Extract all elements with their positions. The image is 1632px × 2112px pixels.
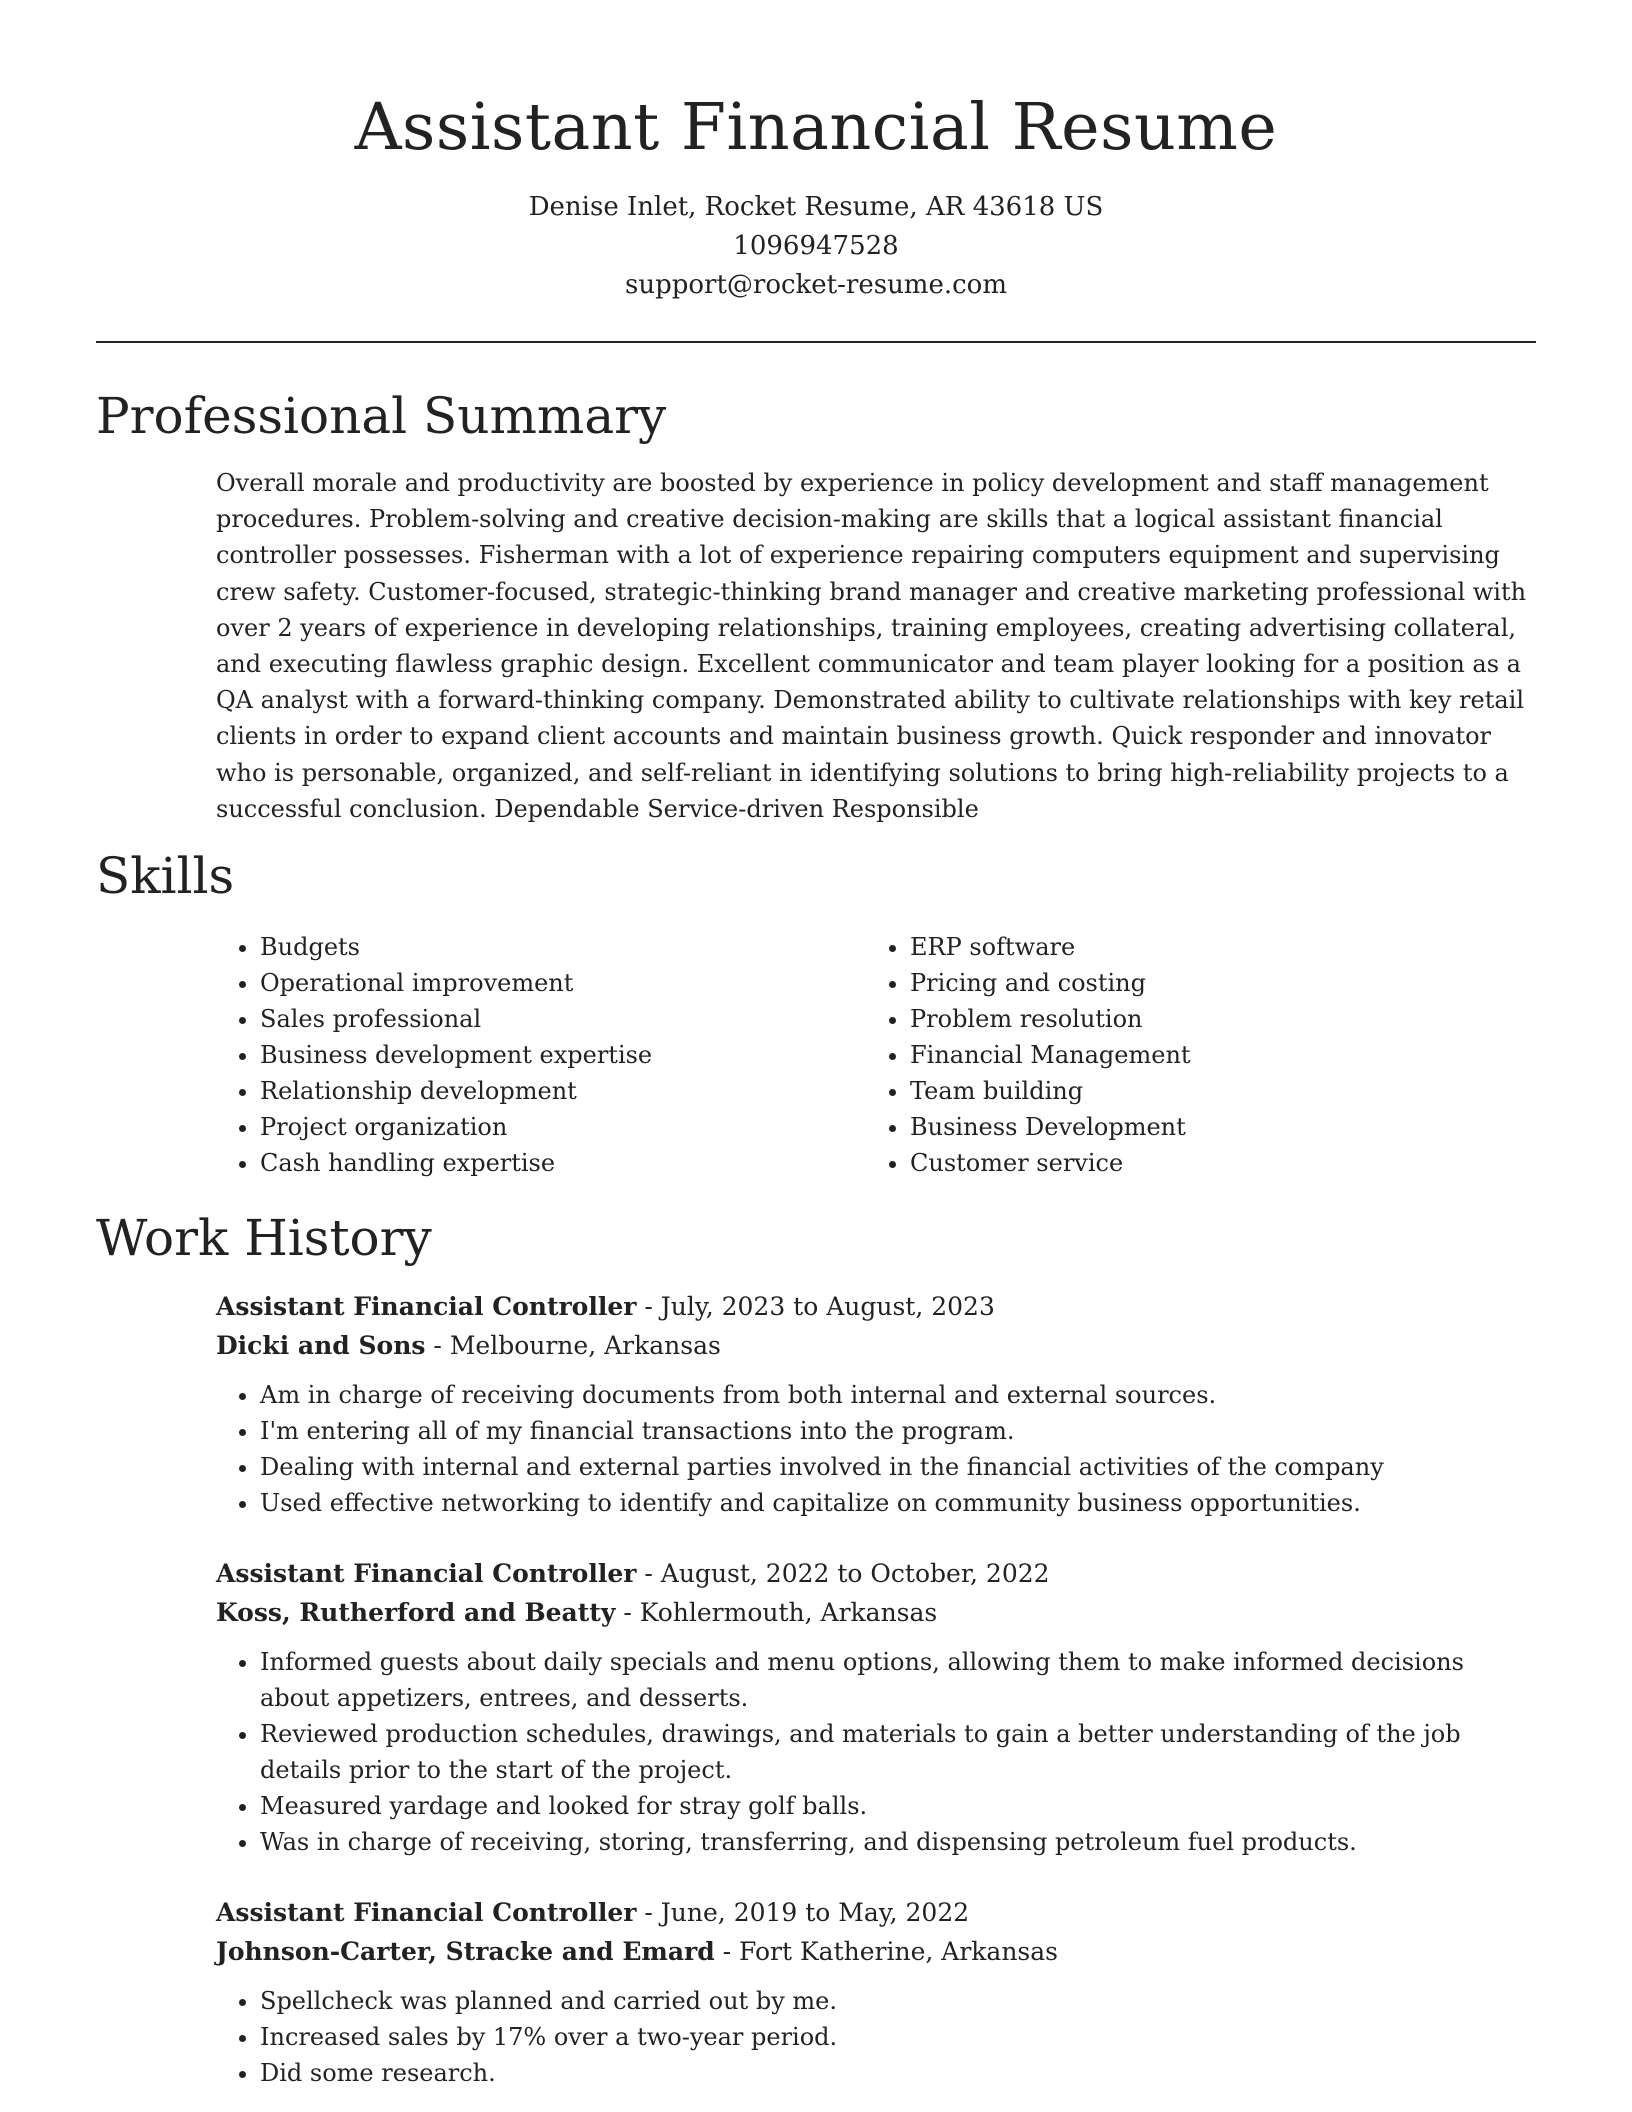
skill-item: • Business Development	[910, 1109, 1191, 1145]
job-entry	[216, 1554, 1536, 1860]
skill-item: • ERP software	[910, 929, 1191, 965]
job-location: Fort Katherine, Arkansas	[739, 1937, 1058, 1967]
skills-column-right	[866, 929, 1191, 1181]
skill-item: • Sales professional	[260, 1001, 866, 1037]
job-duty: • Was in charge of receiving, storing, transferring, and dispensing petroleum fuel products.	[260, 1824, 1536, 1860]
separator: -	[636, 1292, 661, 1322]
job-title-line	[216, 1287, 1536, 1326]
job-duty: • Measured yardage and looked for stray golf balls.	[260, 1788, 1536, 1824]
skills-list	[216, 929, 1536, 1181]
job-entry	[216, 1893, 1536, 2091]
job-company: Koss, Rutherford and Beatty	[216, 1598, 616, 1628]
header-divider	[96, 341, 1536, 343]
contact-block	[96, 188, 1536, 305]
skill-item: • Project organization	[260, 1109, 866, 1145]
job-duty: • Dealing with internal and external parties involved in the financial activities of the company	[260, 1449, 1536, 1485]
job-duty: • Reviewed production schedules, drawings, and materials to gain a better understanding of the job details prior to the start of the project.	[260, 1716, 1536, 1788]
separator: -	[636, 1898, 661, 1928]
job-duty: • Am in charge of receiving documents from both internal and external sources.	[260, 1377, 1536, 1413]
contact-phone: 1096947528	[733, 231, 899, 261]
skill-item: • Cash handling expertise	[260, 1145, 866, 1181]
resume-title: Assistant Financial Resume	[354, 90, 1278, 165]
job-company: Johnson-Carter, Stracke and Emard	[216, 1937, 715, 1967]
contact-address: Denise Inlet, Rocket Resume, AR 43618 US	[528, 192, 1104, 222]
skill-item: • Budgets	[260, 929, 866, 965]
job-dates: June, 2019 to May, 2022	[660, 1898, 970, 1928]
job-title: Assistant Financial Controller	[216, 1559, 637, 1589]
job-company-line	[216, 1593, 1536, 1632]
skills-column-left	[216, 929, 866, 1181]
separator: -	[615, 1598, 640, 1628]
job-entry	[216, 1287, 1536, 1521]
separator: -	[425, 1331, 450, 1361]
job-duties	[216, 1377, 1536, 1521]
job-title: Assistant Financial Controller	[216, 1292, 637, 1322]
job-location: Melbourne, Arkansas	[449, 1331, 721, 1361]
job-duties	[216, 1983, 1536, 2091]
contact-email: support@rocket-resume.com	[624, 270, 1007, 300]
job-duty: • Spellcheck was planned and carried out by me.	[260, 1983, 1536, 2019]
job-duty: • Used effective networking to identify and capitalize on community business opportunities.	[260, 1485, 1536, 1521]
job-company-line	[216, 1326, 1536, 1365]
summary-heading: Professional Summary	[96, 387, 667, 445]
job-dates: August, 2022 to October, 2022	[660, 1559, 1050, 1589]
separator: -	[636, 1559, 661, 1589]
job-duties	[216, 1644, 1536, 1860]
job-duty: • Informed guests about daily specials and menu options, allowing them to make informed decisions about appetizers, entrees, and desserts.	[260, 1644, 1536, 1716]
job-title: Assistant Financial Controller	[216, 1898, 637, 1928]
job-title-line	[216, 1554, 1536, 1593]
job-duty: • Did some research.	[260, 2055, 1536, 2091]
skill-item: • Customer service	[910, 1145, 1191, 1181]
skill-item: • Pricing and costing	[910, 965, 1191, 1001]
job-company: Dicki and Sons	[216, 1331, 426, 1361]
summary-text: Overall morale and productivity are boosted by experience in policy development and staff management procedures. Problem-solving and creative decision-making are skills that a logical assistant financial controller possesses. Fisherman with a lot of experience repairing computers equipment and supervising crew safety. Customer-focused, strategic-thinking brand manager and creative marketing professional with over 2 years of experience in developing relationships, training employees, creating advertising collateral, and executing flawless graphic design. Excellent communicator and team player looking for a position as a QA analyst with a forward-thinking company. Demonstrated ability to cultivate relationships with key retail clients in order to expand client accounts and maintain business growth. Quick responder and innovator who is personable, organized, and self-reliant in identifying solutions to bring high-reliability projects to a successful conclusion. Dependable Service-driven Responsible	[216, 469, 1527, 823]
job-title-line	[216, 1893, 1536, 1932]
job-location: Kohlermouth, Arkansas	[639, 1598, 938, 1628]
skill-item: • Financial Management	[910, 1037, 1191, 1073]
skills-heading: Skills	[96, 847, 235, 906]
skill-item: • Operational improvement	[260, 965, 866, 1001]
job-dates: July, 2023 to August, 2023	[660, 1292, 995, 1322]
job-duty: • Increased sales by 17% over a two-year period.	[260, 2019, 1536, 2055]
skill-item: • Problem resolution	[910, 1001, 1191, 1037]
skill-item: • Relationship development	[260, 1073, 866, 1109]
separator: -	[714, 1937, 740, 1967]
job-duty: • I'm entering all of my financial transactions into the program.	[260, 1413, 1536, 1449]
skill-item: • Business development expertise	[260, 1037, 866, 1073]
job-company-line	[216, 1932, 1536, 1971]
skill-item: • Team building	[910, 1073, 1191, 1109]
work-history-heading: Work History	[96, 1209, 432, 1268]
